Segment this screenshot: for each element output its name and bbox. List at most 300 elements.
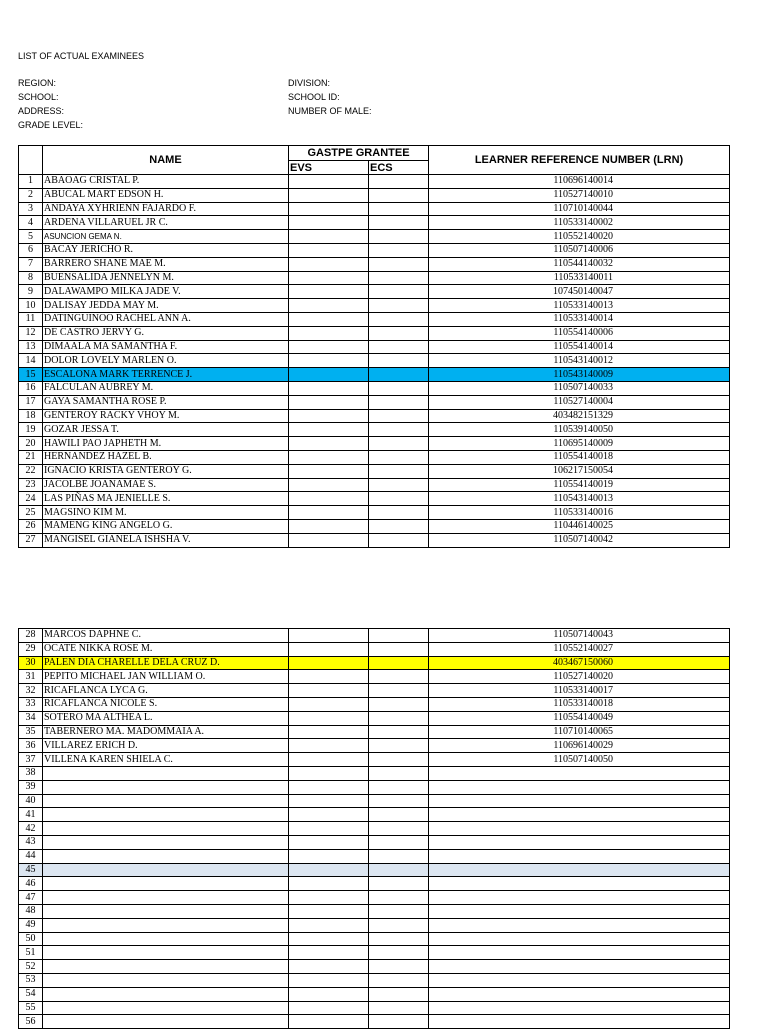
lrn-cell: 110507140042	[429, 533, 730, 547]
ecs-cell	[369, 312, 429, 326]
table-row	[19, 519, 730, 533]
ecs-cell	[369, 271, 429, 285]
row-number-cell: 3	[19, 202, 43, 216]
name-cell: DIMAALA MA SAMANTHA F.	[43, 340, 289, 354]
lrn-cell: 110696140029	[429, 739, 730, 753]
header-fields-right	[288, 76, 372, 118]
row-number-cell: 37	[19, 753, 43, 767]
name-cell: TABERNERO MA. MADOMMAIA A.	[43, 725, 289, 739]
name-cell: BARRERO SHANE MAE M.	[43, 257, 289, 271]
ecs-cell	[369, 409, 429, 423]
document-title: LIST OF ACTUAL EXAMINEES	[18, 51, 145, 61]
lrn-cell	[429, 794, 730, 808]
lrn-cell	[429, 932, 730, 946]
row-number-cell: 28	[19, 629, 43, 643]
table-row	[19, 780, 730, 794]
row-number-cell: 27	[19, 533, 43, 547]
ecs-cell	[369, 794, 429, 808]
lrn-cell: 110710140044	[429, 202, 730, 216]
lrn-cell: 110543140012	[429, 354, 730, 368]
ecs-column-header: ECS	[369, 161, 429, 175]
evs-cell	[289, 849, 369, 863]
evs-cell	[289, 739, 369, 753]
evs-cell	[289, 506, 369, 520]
evs-cell	[289, 340, 369, 354]
evs-cell	[289, 766, 369, 780]
row-number-cell: 43	[19, 835, 43, 849]
row-number-cell: 34	[19, 711, 43, 725]
name-cell	[43, 863, 289, 877]
region-label: REGION:	[18, 78, 57, 88]
row-number-cell: 24	[19, 492, 43, 506]
row-number-cell: 19	[19, 423, 43, 437]
ecs-cell	[369, 960, 429, 974]
row-number-cell: 9	[19, 285, 43, 299]
table-row	[19, 450, 730, 464]
evs-cell	[289, 684, 369, 698]
table-row	[19, 946, 730, 960]
grade-level-label: GRADE LEVEL:	[18, 120, 84, 130]
ecs-cell	[369, 684, 429, 698]
evs-cell	[289, 368, 369, 382]
evs-cell	[289, 629, 369, 643]
table-row	[19, 656, 730, 670]
name-cell	[43, 877, 289, 891]
evs-cell	[289, 464, 369, 478]
lrn-cell	[429, 918, 730, 932]
row-number-cell: 54	[19, 987, 43, 1001]
lrn-cell: 403482151329	[429, 409, 730, 423]
table-row	[19, 891, 730, 905]
table-row	[19, 188, 730, 202]
table-row	[19, 395, 730, 409]
table-row	[19, 381, 730, 395]
name-cell	[43, 1015, 289, 1029]
row-number-cell: 26	[19, 519, 43, 533]
table-row	[19, 230, 730, 244]
evs-cell	[289, 932, 369, 946]
name-column-header: NAME	[43, 146, 289, 175]
evs-cell	[289, 987, 369, 1001]
row-number-cell: 42	[19, 822, 43, 836]
lrn-cell: 110554140006	[429, 326, 730, 340]
evs-cell	[289, 478, 369, 492]
lrn-cell: 110554140049	[429, 711, 730, 725]
evs-cell	[289, 642, 369, 656]
ecs-cell	[369, 642, 429, 656]
ecs-cell	[369, 904, 429, 918]
row-number-cell: 8	[19, 271, 43, 285]
lrn-cell: 110533140002	[429, 216, 730, 230]
lrn-cell: 110552140027	[429, 642, 730, 656]
evs-cell	[289, 670, 369, 684]
row-number-cell: 47	[19, 891, 43, 905]
name-cell	[43, 932, 289, 946]
evs-cell	[289, 230, 369, 244]
table-row	[19, 354, 730, 368]
table-row	[19, 437, 730, 451]
name-cell	[43, 987, 289, 1001]
name-cell: SOTERO MA ALTHEA L.	[43, 711, 289, 725]
evs-cell	[289, 533, 369, 547]
row-number-header	[19, 146, 43, 175]
lrn-cell	[429, 835, 730, 849]
evs-cell	[289, 175, 369, 189]
name-cell	[43, 808, 289, 822]
name-cell: ANDAYA XYHRIENN FAJARDO F.	[43, 202, 289, 216]
lrn-cell	[429, 987, 730, 1001]
table-row	[19, 684, 730, 698]
table-row	[19, 175, 730, 189]
ecs-cell	[369, 822, 429, 836]
evs-cell	[289, 918, 369, 932]
evs-cell	[289, 492, 369, 506]
evs-cell	[289, 822, 369, 836]
evs-cell	[289, 780, 369, 794]
lrn-cell: 403467150060	[429, 656, 730, 670]
name-cell: GAYA SAMANTHA ROSE P.	[43, 395, 289, 409]
row-number-cell: 2	[19, 188, 43, 202]
row-number-cell: 22	[19, 464, 43, 478]
ecs-cell	[369, 863, 429, 877]
lrn-cell	[429, 891, 730, 905]
ecs-cell	[369, 725, 429, 739]
lrn-cell	[429, 960, 730, 974]
table-row	[19, 326, 730, 340]
ecs-cell	[369, 533, 429, 547]
name-cell	[43, 794, 289, 808]
row-number-cell: 41	[19, 808, 43, 822]
division-label: DIVISION:	[288, 78, 331, 88]
table-row	[19, 216, 730, 230]
ecs-cell	[369, 464, 429, 478]
name-cell	[43, 849, 289, 863]
ecs-cell	[369, 849, 429, 863]
name-cell: ESCALONA MARK TERRENCE J.	[43, 368, 289, 382]
row-number-cell: 10	[19, 299, 43, 313]
row-number-cell: 14	[19, 354, 43, 368]
lrn-cell: 110527140020	[429, 670, 730, 684]
table-row	[19, 822, 730, 836]
row-number-cell: 16	[19, 381, 43, 395]
ecs-cell	[369, 739, 429, 753]
ecs-cell	[369, 835, 429, 849]
lrn-cell: 110554140014	[429, 340, 730, 354]
evs-cell	[289, 960, 369, 974]
row-number-cell: 18	[19, 409, 43, 423]
table-row	[19, 506, 730, 520]
table-row	[19, 340, 730, 354]
row-number-cell: 21	[19, 450, 43, 464]
lrn-column-header: LEARNER REFERENCE NUMBER (LRN)	[429, 146, 730, 175]
name-cell	[43, 835, 289, 849]
row-number-cell: 5	[19, 230, 43, 244]
evs-cell	[289, 395, 369, 409]
table-row	[19, 835, 730, 849]
lrn-cell: 110507140033	[429, 381, 730, 395]
table-row	[19, 670, 730, 684]
ecs-cell	[369, 368, 429, 382]
ecs-cell	[369, 973, 429, 987]
lrn-cell: 110539140050	[429, 423, 730, 437]
evs-cell	[289, 299, 369, 313]
name-cell: FALCULAN AUBREY M.	[43, 381, 289, 395]
name-cell	[43, 1001, 289, 1015]
examinees-table-1	[18, 145, 730, 548]
table-row	[19, 629, 730, 643]
row-number-cell: 50	[19, 932, 43, 946]
lrn-cell	[429, 780, 730, 794]
name-cell: IGNACIO KRISTA GENTEROY G.	[43, 464, 289, 478]
ecs-cell	[369, 670, 429, 684]
name-cell: MAGSINO KIM M.	[43, 506, 289, 520]
evs-cell	[289, 891, 369, 905]
table-row	[19, 285, 730, 299]
table-row	[19, 368, 730, 382]
evs-cell	[289, 437, 369, 451]
table-row	[19, 697, 730, 711]
row-number-cell: 29	[19, 642, 43, 656]
ecs-cell	[369, 780, 429, 794]
row-number-cell: 45	[19, 863, 43, 877]
row-number-cell: 1	[19, 175, 43, 189]
ecs-cell	[369, 766, 429, 780]
row-number-cell: 46	[19, 877, 43, 891]
row-number-cell: 38	[19, 766, 43, 780]
row-number-cell: 40	[19, 794, 43, 808]
table-row	[19, 808, 730, 822]
evs-cell	[289, 656, 369, 670]
name-cell: GENTEROY RACKY VHOY M.	[43, 409, 289, 423]
row-number-cell: 20	[19, 437, 43, 451]
lrn-cell: 110507140006	[429, 243, 730, 257]
name-cell: RICAFLANCA LYCA G.	[43, 684, 289, 698]
lrn-cell: 110710140065	[429, 725, 730, 739]
ecs-cell	[369, 437, 429, 451]
lrn-cell: 110527140004	[429, 395, 730, 409]
ecs-cell	[369, 932, 429, 946]
table-row	[19, 492, 730, 506]
evs-cell	[289, 381, 369, 395]
evs-cell	[289, 450, 369, 464]
table-row	[19, 243, 730, 257]
ecs-cell	[369, 326, 429, 340]
row-number-cell: 6	[19, 243, 43, 257]
lrn-cell	[429, 863, 730, 877]
table-row	[19, 863, 730, 877]
ecs-cell	[369, 877, 429, 891]
ecs-cell	[369, 285, 429, 299]
lrn-cell	[429, 973, 730, 987]
row-number-cell: 56	[19, 1015, 43, 1029]
lrn-cell: 110543140009	[429, 368, 730, 382]
ecs-cell	[369, 987, 429, 1001]
name-cell: PALEN DIA CHARELLE DELA CRUZ D.	[43, 656, 289, 670]
table-row	[19, 271, 730, 285]
lrn-cell: 110446140025	[429, 519, 730, 533]
evs-cell	[289, 904, 369, 918]
table-row	[19, 739, 730, 753]
table-row	[19, 464, 730, 478]
table-row	[19, 299, 730, 313]
table-row	[19, 312, 730, 326]
ecs-cell	[369, 423, 429, 437]
lrn-cell	[429, 822, 730, 836]
table-row	[19, 1015, 730, 1029]
name-cell: BUENSALIDA JENNELYN M.	[43, 271, 289, 285]
evs-cell	[289, 354, 369, 368]
table-row	[19, 766, 730, 780]
name-cell	[43, 766, 289, 780]
evs-cell	[289, 1015, 369, 1029]
row-number-cell: 11	[19, 312, 43, 326]
ecs-cell	[369, 1015, 429, 1029]
row-number-cell: 4	[19, 216, 43, 230]
lrn-cell: 110533140016	[429, 506, 730, 520]
ecs-cell	[369, 188, 429, 202]
school-label: SCHOOL:	[18, 92, 59, 102]
row-number-cell: 53	[19, 973, 43, 987]
lrn-cell	[429, 946, 730, 960]
ecs-cell	[369, 243, 429, 257]
evs-cell	[289, 863, 369, 877]
evs-cell	[289, 271, 369, 285]
lrn-cell: 110533140011	[429, 271, 730, 285]
table-row	[19, 1001, 730, 1015]
row-number-cell: 13	[19, 340, 43, 354]
lrn-cell: 110507140043	[429, 629, 730, 643]
evs-cell	[289, 697, 369, 711]
evs-cell	[289, 753, 369, 767]
examinees-table-2-body	[19, 629, 730, 1029]
row-number-cell: 7	[19, 257, 43, 271]
table-row	[19, 918, 730, 932]
ecs-cell	[369, 506, 429, 520]
name-cell	[43, 946, 289, 960]
evs-cell	[289, 216, 369, 230]
ecs-cell	[369, 629, 429, 643]
table-row	[19, 904, 730, 918]
ecs-cell	[369, 478, 429, 492]
row-number-cell: 39	[19, 780, 43, 794]
name-cell	[43, 973, 289, 987]
table-row	[19, 877, 730, 891]
table-row	[19, 478, 730, 492]
ecs-cell	[369, 753, 429, 767]
row-number-cell: 12	[19, 326, 43, 340]
school-id-label: SCHOOL ID:	[288, 92, 340, 102]
row-number-cell: 36	[19, 739, 43, 753]
lrn-cell: 110552140020	[429, 230, 730, 244]
name-cell: JACOLBE JOANAMAE S.	[43, 478, 289, 492]
lrn-cell: 110533140018	[429, 697, 730, 711]
name-cell	[43, 822, 289, 836]
evs-cell	[289, 188, 369, 202]
row-number-cell: 55	[19, 1001, 43, 1015]
evs-cell	[289, 1001, 369, 1015]
ecs-cell	[369, 711, 429, 725]
table-row	[19, 794, 730, 808]
gastpe-grantee-header: GASTPE GRANTEE	[289, 146, 429, 161]
ecs-cell	[369, 340, 429, 354]
evs-cell	[289, 257, 369, 271]
name-cell: MAMENG KING ANGELO G.	[43, 519, 289, 533]
ecs-cell	[369, 1001, 429, 1015]
name-cell: MANGISEL GIANELA ISHSHA V.	[43, 533, 289, 547]
row-number-cell: 17	[19, 395, 43, 409]
name-cell: ABUCAL MART EDSON H.	[43, 188, 289, 202]
ecs-cell	[369, 257, 429, 271]
row-number-cell: 51	[19, 946, 43, 960]
name-cell	[43, 904, 289, 918]
evs-cell	[289, 725, 369, 739]
ecs-cell	[369, 381, 429, 395]
lrn-cell	[429, 849, 730, 863]
evs-cell	[289, 973, 369, 987]
row-number-cell: 48	[19, 904, 43, 918]
row-number-cell: 32	[19, 684, 43, 698]
table-row	[19, 202, 730, 216]
name-cell: DALISAY JEDDA MAY M.	[43, 299, 289, 313]
evs-cell	[289, 243, 369, 257]
table-row	[19, 849, 730, 863]
ecs-cell	[369, 216, 429, 230]
evs-cell	[289, 711, 369, 725]
evs-cell	[289, 519, 369, 533]
name-cell: DATINGUINOO RACHEL ANN A.	[43, 312, 289, 326]
row-number-cell: 33	[19, 697, 43, 711]
name-cell: GOZAR JESSA T.	[43, 423, 289, 437]
ecs-cell	[369, 918, 429, 932]
examinees-table-2	[18, 628, 730, 1029]
name-cell: MARCOS DAPHNE C.	[43, 629, 289, 643]
header-fields-left	[18, 76, 83, 132]
ecs-cell	[369, 492, 429, 506]
lrn-cell	[429, 877, 730, 891]
ecs-cell	[369, 395, 429, 409]
lrn-cell	[429, 904, 730, 918]
name-cell	[43, 891, 289, 905]
name-cell: VILLENA KAREN SHIELA C.	[43, 753, 289, 767]
name-cell: LAS PIÑAS MA JENIELLE S.	[43, 492, 289, 506]
ecs-cell	[369, 808, 429, 822]
ecs-cell	[369, 519, 429, 533]
evs-cell	[289, 877, 369, 891]
table-row	[19, 257, 730, 271]
evs-cell	[289, 409, 369, 423]
name-cell: DALAWAMPO MILKA JADE V.	[43, 285, 289, 299]
name-cell: RICAFLANCA NICOLE S.	[43, 697, 289, 711]
name-cell	[43, 960, 289, 974]
name-cell: HERNANDEZ HAZEL B.	[43, 450, 289, 464]
number-of-male-label: NUMBER OF MALE:	[288, 106, 372, 116]
lrn-cell: 110533140013	[429, 299, 730, 313]
lrn-cell: 110554140018	[429, 450, 730, 464]
ecs-cell	[369, 202, 429, 216]
row-number-cell: 15	[19, 368, 43, 382]
name-cell	[43, 918, 289, 932]
ecs-cell	[369, 656, 429, 670]
evs-cell	[289, 326, 369, 340]
evs-cell	[289, 202, 369, 216]
name-cell: HAWILI PAO JAPHETH M.	[43, 437, 289, 451]
table-row	[19, 987, 730, 1001]
ecs-cell	[369, 891, 429, 905]
name-cell: ARDENA VILLARUEL JR C.	[43, 216, 289, 230]
evs-cell	[289, 946, 369, 960]
lrn-cell: 110507140050	[429, 753, 730, 767]
table-row	[19, 960, 730, 974]
